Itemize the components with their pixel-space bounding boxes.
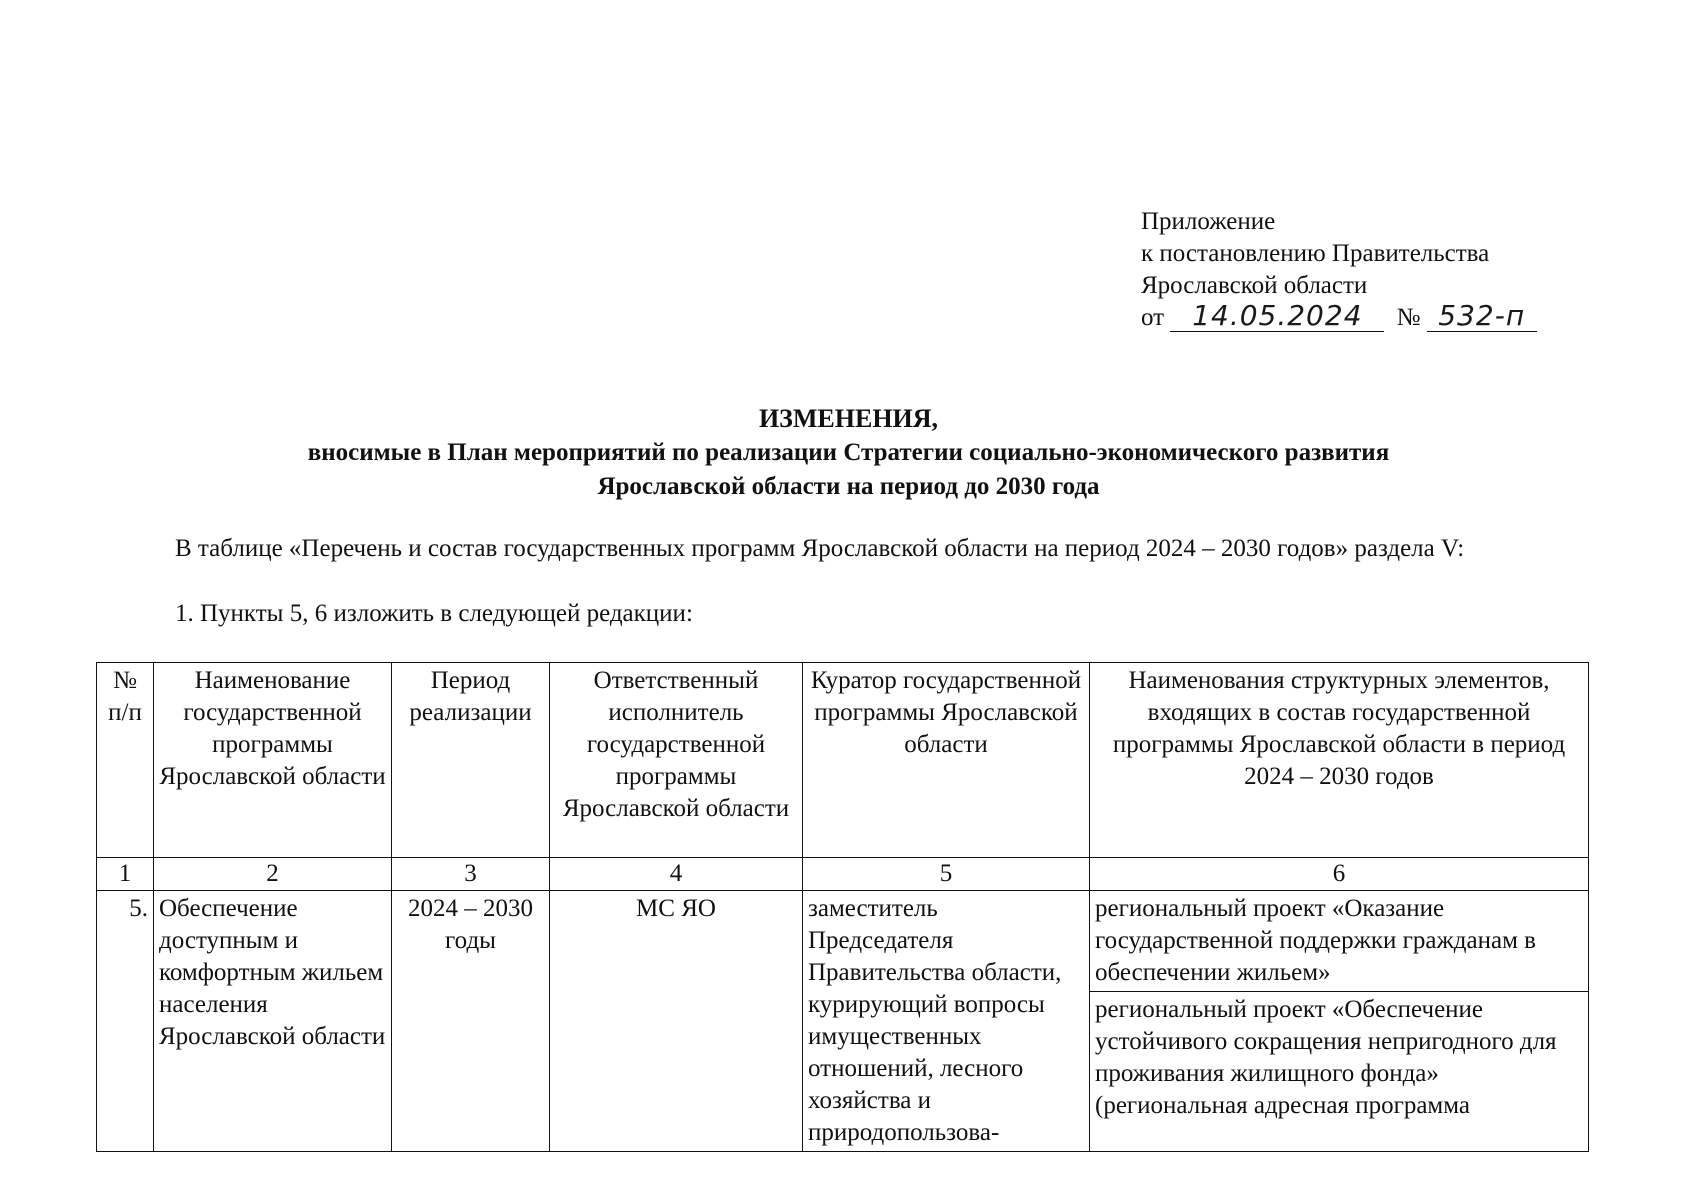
- column-number: 1: [97, 858, 154, 891]
- row-num: 5.: [97, 891, 154, 1152]
- structural-element: региональный проект «Оказание государственной поддержки гражданам в обеспечении жильем»: [1095, 895, 1536, 986]
- column-number: 3: [392, 858, 550, 891]
- appendix-block: [1141, 206, 1537, 334]
- number-prefix: №: [1396, 304, 1421, 331]
- header-curator: Куратор государственной программы Ярославской области: [803, 663, 1090, 858]
- row-elements: [1090, 891, 1589, 1152]
- table-row: [97, 891, 1589, 1152]
- handwritten-number: 532-п: [1438, 299, 1526, 332]
- title-line1: ИЗМЕНЕНИЯ,: [758, 404, 939, 433]
- column-number-row: [97, 858, 1589, 891]
- number-field: [1427, 299, 1537, 332]
- header-program-name: Наименование государственной программы Ярославской области: [154, 663, 392, 858]
- appendix-line1: Приложение: [1141, 208, 1276, 235]
- column-number: 2: [154, 858, 392, 891]
- date-field: [1170, 299, 1384, 332]
- header-executor: Ответственный исполнитель государственной программы Ярославской области: [550, 663, 803, 858]
- row-period: 2024 – 2030 годы: [392, 891, 550, 1152]
- column-number: 4: [550, 858, 803, 891]
- instruction-paragraph: 1. Пункты 5, 6 изложить в следующей редакции:: [175, 600, 693, 627]
- appendix-line2: к постановлению Правительства: [1141, 240, 1490, 267]
- structural-element: региональный проект «Обеспечение устойчивого сокращения непригодного для проживания жилищного фонда» (региональная адресная программа: [1090, 991, 1588, 1124]
- row-curator: заместитель Председателя Правительства области, курирующий вопросы имущественных отношений, лесного хозяйства и природопользова-: [803, 891, 1090, 1152]
- row-program-name: Обеспечение доступным и комфортным жильем населения Ярославской области: [154, 891, 392, 1152]
- column-number: 6: [1090, 858, 1589, 891]
- column-number: 5: [803, 858, 1090, 891]
- row-executor: МС ЯО: [550, 891, 803, 1152]
- header-elements: Наименования структурных элементов, входящих в состав государственной программы Ярославской области в период 2024 – 2030 годов: [1090, 663, 1589, 858]
- intro-paragraph: В таблице «Перечень и состав государственных программ Ярославской области на период 2024 – 2030 годов» раздела V:: [175, 535, 1465, 562]
- title-line3: Ярославской области на период до 2030 года: [597, 473, 1100, 500]
- title-line2: вносимые в План мероприятий по реализации Стратегии социально-экономического развития: [307, 439, 1390, 466]
- document-title: [0, 402, 1697, 504]
- header-period: Период реализации: [392, 663, 550, 858]
- appendix-line3: Ярославской области: [1141, 272, 1368, 299]
- handwritten-date: 14.05.2024: [1192, 299, 1363, 332]
- programs-table: [96, 662, 1589, 1152]
- header-num: № п/п: [97, 663, 154, 858]
- date-prefix: от: [1141, 304, 1165, 331]
- table-header-row: [97, 663, 1589, 858]
- appendix-date-line: [1141, 299, 1537, 334]
